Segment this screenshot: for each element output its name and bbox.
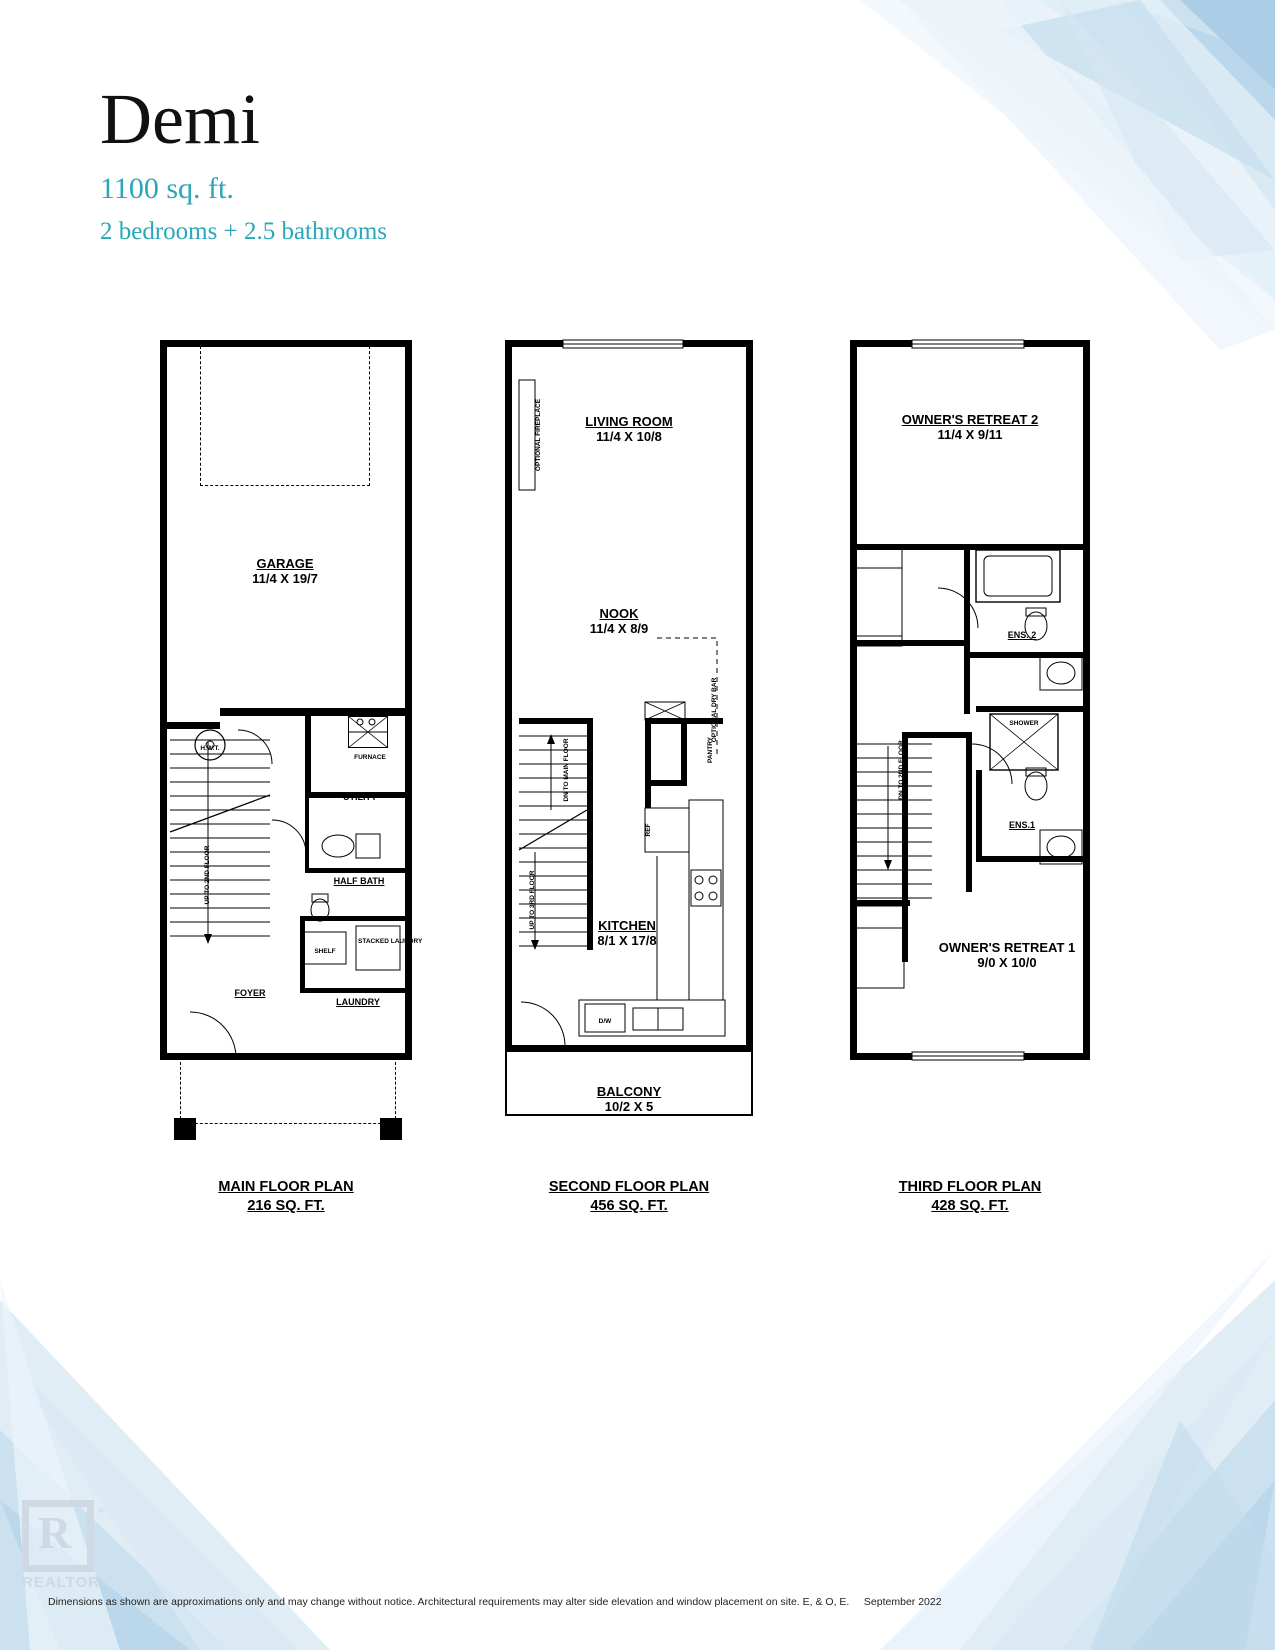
annotation-shower: SHOWER: [1009, 720, 1039, 727]
realtor-trademark: ®: [98, 1506, 104, 1515]
annotation-dishwasher: D/W: [598, 1018, 612, 1025]
room-label-foyer: FOYER: [234, 988, 266, 998]
main-floor-fixtures: [160, 340, 423, 1060]
annotation-dn-to-2nd-floor: DN TO 2ND FLOOR: [898, 740, 905, 800]
annotation-up-to-2nd-floor: UP TO 2ND FLOOR: [204, 845, 211, 905]
plan-date: September 2022: [863, 1596, 942, 1608]
room-label-half-bath: HALF BATH: [333, 876, 385, 886]
realtor-logo-letter: R: [38, 1507, 72, 1558]
room-label-owners-retreat-1: OWNER'S RETREAT 1 9/0 X 10/0: [938, 940, 1076, 970]
room-label-utility: UTILITY: [343, 792, 377, 802]
footer-disclaimer: [48, 1596, 1228, 1608]
third-floor-caption: THIRD FLOOR PLAN 428 SQ. FT.: [898, 1179, 1042, 1214]
annotation-ref: REF: [645, 823, 652, 837]
room-label-ens-2: ENS. 2: [1007, 630, 1037, 640]
annotation-shelf: SHELF: [314, 948, 336, 955]
room-label-laundry: LAUNDRY: [336, 997, 380, 1007]
plan-bed-bath-summary: 2 bedrooms + 2.5 bathrooms: [100, 218, 387, 245]
annotation-optional-dry-bar: OPTIONAL DRY BAR: [711, 677, 718, 743]
main-floor-plan: [160, 340, 423, 1214]
room-label-ens-1: ENS.1: [1008, 820, 1035, 830]
annotation-hwt: H.W.T.: [200, 745, 220, 752]
room-label-kitchen: KITCHEN 8/1 X 17/8: [597, 918, 657, 948]
room-label-nook: NOOK 11/4 X 8/9: [589, 606, 649, 636]
disclaimer-text: Dimensions as shown are approximations only and may change without notice. Architectural requirements may alter side elevation and window placement on site. E, & O, E.: [48, 1596, 850, 1608]
porch-post-left: [174, 1118, 196, 1140]
annotation-dn-to-main-floor: DN TO MAIN FLOOR: [563, 738, 570, 802]
annotation-optional-fireplace: OPTIONAL FIREPLACE: [535, 398, 542, 472]
third-floor-plan: [850, 340, 1110, 1214]
main-floor-caption: MAIN FLOOR PLAN 216 SQ. FT.: [218, 1179, 354, 1214]
room-label-garage: GARAGE 11/4 X 19/7: [252, 556, 318, 586]
plan-total-sqft: 1100 sq. ft.: [100, 172, 234, 205]
page-title: Demi: [100, 79, 260, 159]
annotation-up-to-3rd-floor: UP TO 3RD FLOOR: [529, 870, 536, 930]
annotation-pantry: PANTRY: [707, 737, 714, 763]
plan-header: [100, 80, 387, 246]
realtor-wordmark: REALTOR: [22, 1574, 101, 1591]
annotation-furnace: FURNACE: [354, 754, 386, 761]
front-porch-dash: [180, 1062, 396, 1124]
room-label-living-room: LIVING ROOM 11/4 X 10/8: [585, 414, 673, 444]
second-floor-caption: SECOND FLOOR PLAN 456 SQ. FT.: [548, 1179, 710, 1214]
porch-post-right: [380, 1118, 402, 1140]
room-label-balcony: BALCONY 10/2 X 5: [596, 1084, 662, 1114]
annotation-stacked-laundry: STACKED LAUNDRY: [358, 938, 423, 945]
room-label-owners-retreat-2: OWNER'S RETREAT 2 11/4 X 9/11: [901, 412, 1039, 442]
realtor-logo: [22, 1500, 114, 1592]
second-floor-plan: [505, 340, 765, 1214]
